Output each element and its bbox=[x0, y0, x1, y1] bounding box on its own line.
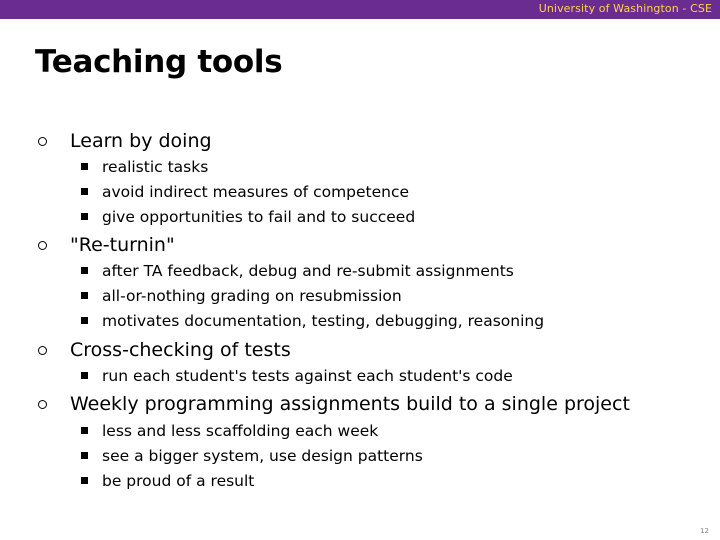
bullet-text: "Re-turnin" bbox=[70, 234, 175, 256]
ring-bullet-icon bbox=[38, 400, 47, 409]
sub-bullet-text: all-or-nothing grading on resubmission bbox=[102, 287, 402, 305]
square-bullet-icon bbox=[81, 188, 88, 195]
page-number: 12 bbox=[700, 527, 709, 535]
sub-bullet-text: motivates documentation, testing, debugging, reasoning bbox=[102, 312, 545, 330]
sub-bullet-text: realistic tasks bbox=[102, 158, 209, 176]
square-bullet-icon bbox=[81, 477, 88, 484]
ring-bullet-icon bbox=[38, 346, 47, 355]
square-bullet-icon bbox=[81, 163, 88, 170]
square-bullet-icon bbox=[81, 267, 88, 274]
ring-bullet-icon bbox=[38, 241, 47, 250]
square-bullet-icon bbox=[81, 317, 88, 324]
bullet-text: Cross-checking of tests bbox=[70, 339, 291, 361]
square-bullet-icon bbox=[81, 213, 88, 220]
square-bullet-icon bbox=[81, 427, 88, 434]
sub-bullet-text: run each student's tests against each student's code bbox=[102, 367, 513, 385]
bullet-text: Learn by doing bbox=[70, 130, 212, 152]
header-bar bbox=[0, 0, 720, 19]
square-bullet-icon bbox=[81, 372, 88, 379]
sub-bullet-text: after TA feedback, debug and re-submit assignments bbox=[102, 262, 514, 280]
ring-bullet-icon bbox=[38, 137, 47, 146]
sub-bullet-text: be proud of a result bbox=[102, 472, 255, 490]
square-bullet-icon bbox=[81, 292, 88, 299]
square-bullet-icon bbox=[81, 452, 88, 459]
sub-bullet-text: give opportunities to fail and to succeed bbox=[102, 208, 416, 226]
sub-bullet-text: see a bigger system, use design patterns bbox=[102, 447, 423, 465]
sub-bullet-text: less and less scaffolding each week bbox=[102, 422, 379, 440]
slide-title: Teaching tools bbox=[35, 44, 283, 80]
org-label: University of Washington - CSE bbox=[538, 2, 712, 15]
sub-bullet-text: avoid indirect measures of competence bbox=[102, 183, 410, 201]
bullet-text: Weekly programming assignments build to a single project bbox=[70, 393, 630, 415]
